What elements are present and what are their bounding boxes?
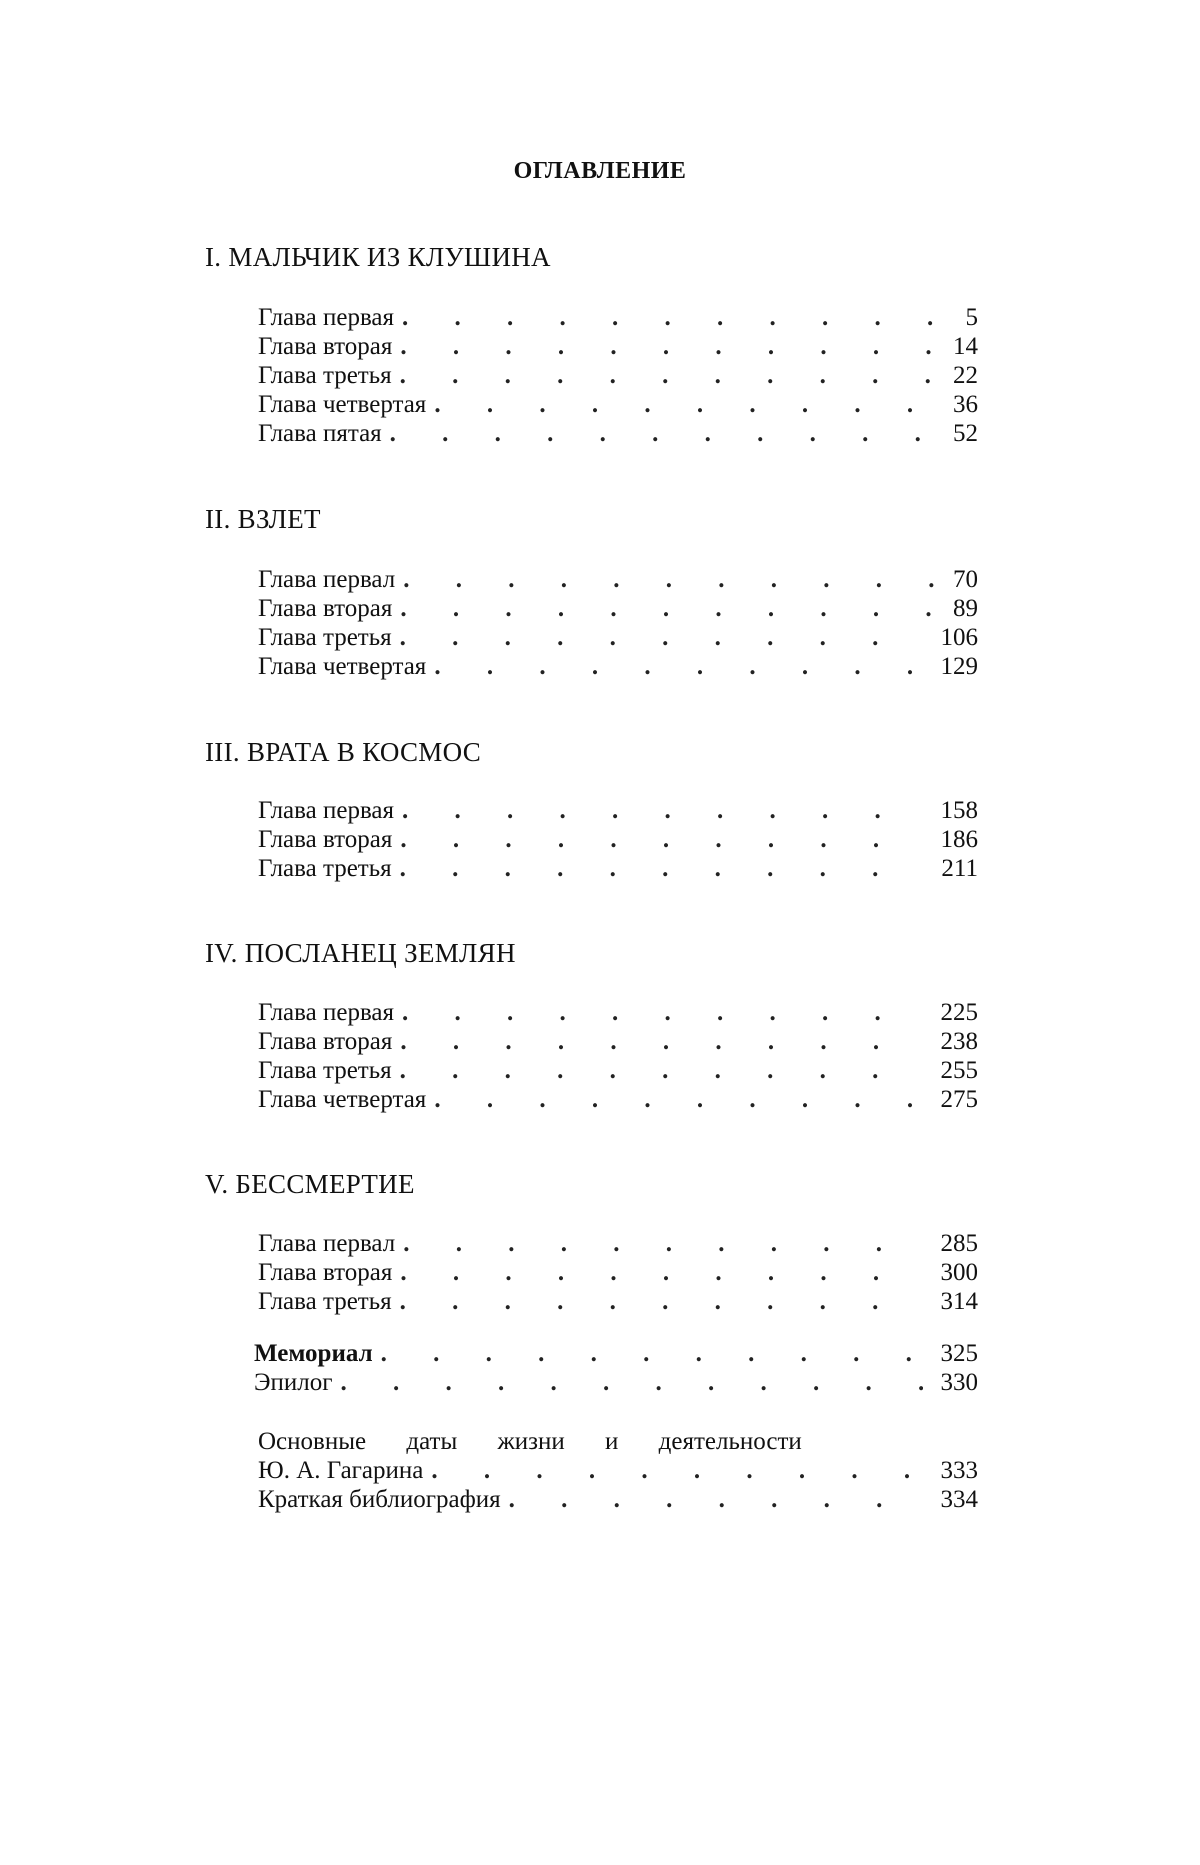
entry-label: Глава третья xyxy=(258,1057,392,1084)
toc-entry-memorial[interactable] xyxy=(254,1339,978,1369)
part-heading-4: IV. ПОСЛАНЕЦ ЗЕМЛЯН xyxy=(205,938,516,968)
entry-page-number: 52 xyxy=(953,420,978,447)
dot-leader xyxy=(434,390,935,420)
part-heading-2: II. ВЗЛЕТ xyxy=(205,504,321,534)
entry-label: Глава третья xyxy=(258,855,392,882)
toc-entry[interactable] xyxy=(258,565,978,595)
entry-label: Глава первал xyxy=(258,566,396,593)
dot-leader xyxy=(381,1339,923,1369)
entry-label: Краткая библиография xyxy=(258,1486,501,1513)
entry-label: Ю. А. Гагарина xyxy=(258,1457,424,1484)
entry-label: Глава вторая xyxy=(258,333,393,360)
entry-page-number: 106 xyxy=(940,624,978,651)
dot-leader xyxy=(341,1368,923,1398)
dot-leader xyxy=(400,361,935,391)
toc-entry[interactable] xyxy=(258,1085,978,1115)
entry-page-number: 325 xyxy=(940,1340,978,1367)
entry-page-number: 333 xyxy=(940,1457,978,1484)
entry-label: Глава первая xyxy=(258,304,395,331)
entry-page-number: 22 xyxy=(953,362,978,389)
dot-leader xyxy=(400,1287,923,1317)
entry-label: Глава третья xyxy=(258,362,392,389)
toc-entry[interactable] xyxy=(258,1027,978,1057)
dot-leader xyxy=(402,998,922,1028)
part-heading-1: I. МАЛЬЧИК ИЗ КЛУШИНА xyxy=(205,242,551,272)
entry-page-number: 255 xyxy=(940,1057,978,1084)
dot-leader xyxy=(400,1027,922,1057)
dot-leader xyxy=(400,594,935,624)
dot-leader xyxy=(402,796,922,826)
dot-leader xyxy=(400,854,924,884)
toc-entry[interactable] xyxy=(258,998,978,1028)
entry-page-number: 275 xyxy=(940,1086,978,1113)
entry-label: Мемориал xyxy=(254,1340,373,1367)
entry-label: Глава вторая xyxy=(258,595,393,622)
dot-leader xyxy=(434,1085,922,1115)
dot-leader xyxy=(400,825,922,855)
entry-label: Глава вторая xyxy=(258,1028,393,1055)
entry-page-number: 211 xyxy=(941,855,978,882)
entry-label: Глава третья xyxy=(258,624,392,651)
entry-page-number: 285 xyxy=(940,1230,978,1257)
part-heading-3: III. ВРАТА В КОСМОС xyxy=(205,737,482,767)
toc-entry[interactable] xyxy=(258,1056,978,1086)
dot-leader xyxy=(400,623,923,653)
part-heading-5: V. БЕССМЕРТИЕ xyxy=(205,1169,415,1199)
toc-entry[interactable] xyxy=(258,419,978,449)
dot-leader xyxy=(400,1258,922,1288)
toc-entry[interactable] xyxy=(258,332,978,362)
dot-leader xyxy=(403,565,935,595)
toc-entry[interactable] xyxy=(258,361,978,391)
toc-entry[interactable] xyxy=(258,1229,978,1259)
entry-label: Глава третья xyxy=(258,1288,392,1315)
toc-entry[interactable] xyxy=(258,854,978,884)
toc-entry[interactable] xyxy=(258,623,978,653)
toc-entry[interactable] xyxy=(258,796,978,826)
dot-leader xyxy=(431,1456,922,1486)
toc-entry[interactable] xyxy=(258,652,978,682)
entry-page-number: 89 xyxy=(953,595,978,622)
entry-page-number: 129 xyxy=(940,653,978,680)
dot-leader xyxy=(402,303,947,333)
entry-page-number: 70 xyxy=(953,566,978,593)
toc-entry-dates[interactable] xyxy=(258,1456,978,1486)
entry-page-number: 14 xyxy=(953,333,978,360)
entry-page-number: 334 xyxy=(940,1486,978,1513)
entry-page-number: 186 xyxy=(940,826,978,853)
dot-leader xyxy=(390,419,935,449)
entry-page-number: 300 xyxy=(940,1259,978,1286)
toc-entry-bibliography[interactable] xyxy=(258,1485,978,1515)
toc-entry[interactable] xyxy=(258,1287,978,1317)
entry-page-number: 36 xyxy=(953,391,978,418)
entry-page-number: 225 xyxy=(940,999,978,1026)
entry-label: Глава четвертая xyxy=(258,1086,427,1113)
dot-leader xyxy=(509,1485,923,1515)
entry-label: Глава вторая xyxy=(258,1259,393,1286)
entry-label: Эпилог xyxy=(254,1369,333,1396)
toc-entry[interactable] xyxy=(258,1258,978,1288)
entry-page-number: 238 xyxy=(940,1028,978,1055)
entry-page-number: 330 xyxy=(940,1369,978,1396)
entry-label: Глава четвертая xyxy=(258,653,427,680)
entry-label: Глава первая xyxy=(258,999,395,1026)
dot-leader xyxy=(403,1229,922,1259)
dot-leader xyxy=(400,1056,923,1086)
dates-entry-line1: Основные даты жизни и деятельности xyxy=(258,1428,802,1455)
entry-label: Глава первал xyxy=(258,1230,396,1257)
entry-page-number: 158 xyxy=(940,797,978,824)
dot-leader xyxy=(434,652,922,682)
page-title: ОГЛАВЛЕНИЕ xyxy=(513,158,687,184)
entry-label: Глава вторая xyxy=(258,826,393,853)
toc-entry[interactable] xyxy=(258,825,978,855)
entry-page-number: 314 xyxy=(940,1288,978,1315)
toc-entry[interactable] xyxy=(258,390,978,420)
entry-label: Глава пятая xyxy=(258,420,382,447)
entry-page-number: 5 xyxy=(965,304,978,331)
toc-entry[interactable] xyxy=(258,594,978,624)
entry-label: Глава четвертая xyxy=(258,391,427,418)
entry-label: Глава первая xyxy=(258,797,395,824)
toc-entry-epilogue[interactable] xyxy=(254,1368,978,1398)
toc-entry[interactable] xyxy=(258,303,978,333)
dot-leader xyxy=(400,332,935,362)
